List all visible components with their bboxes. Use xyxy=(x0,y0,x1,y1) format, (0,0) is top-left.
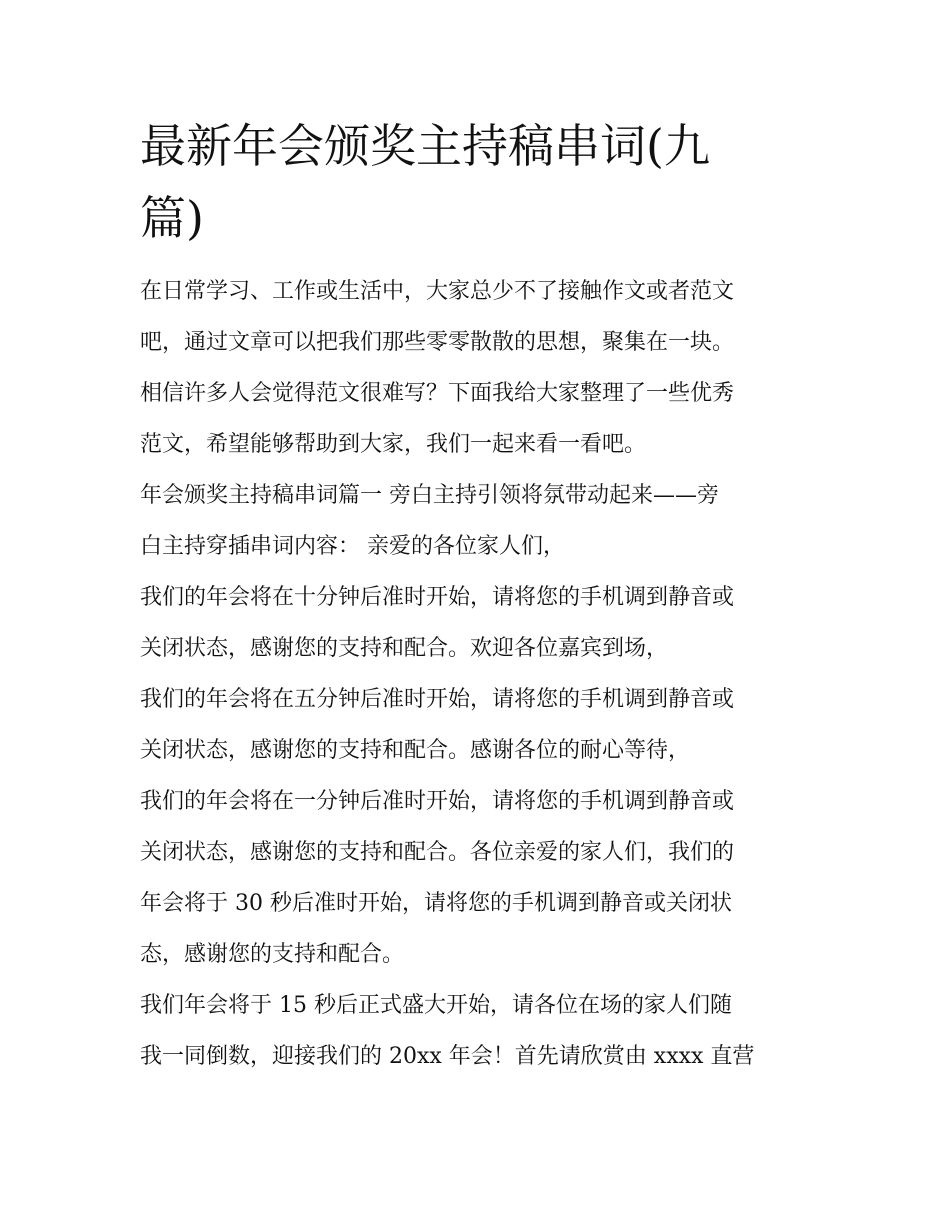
text-line: 关闭状态，感谢您的支持和配合。欢迎各位嘉宾到场， xyxy=(140,636,669,661)
text-line: 我们年会将于 15 秒后正式盛大开始，请各位在场的家人们随 xyxy=(140,993,732,1018)
text-line: 在日常学习、工作或生活中，大家总少不了接触作文或者范文 xyxy=(140,279,735,304)
text-line: 关闭状态，感谢您的支持和配合。各位亲爱的家人们，我们的 xyxy=(140,840,735,865)
text-line: 我们的年会将在十分钟后准时开始，请将您的手机调到静音或 xyxy=(140,585,735,610)
title-line-1: 最新年会颁奖主持稿串词(九 xyxy=(140,119,710,173)
text-line: 态，感谢您的支持和配合。 xyxy=(140,942,405,967)
document-page xyxy=(140,110,820,1082)
text-line: 关闭状态，感谢您的支持和配合。感谢各位的耐心等待， xyxy=(140,738,691,763)
text-line: 年会将于 30 秒后准时开始，请将您的手机调到静音或关闭状 xyxy=(140,891,732,916)
text-line: 吧，通过文章可以把我们那些零零散散的思想，聚集在一块。 xyxy=(140,330,735,355)
page-title xyxy=(140,110,820,254)
text-line: 年会颁奖主持稿串词篇一 旁白主持引领将氛带动起来——旁 xyxy=(140,483,719,508)
text-line: 白主持穿插串词内容： 亲爱的各位家人们， xyxy=(140,534,565,559)
text-line: 范文，希望能够帮助到大家，我们一起来看一看吧。 xyxy=(140,432,647,457)
body-text xyxy=(140,266,820,1082)
text-line: 我们的年会将在五分钟后准时开始，请将您的手机调到静音或 xyxy=(140,687,735,712)
text-line: 我一同倒数，迎接我们的 20xx 年会！首先请欣赏由 xxxx 直营 xyxy=(140,1044,755,1069)
text-line: 相信许多人会觉得范文很难写？下面我给大家整理了一些优秀 xyxy=(140,381,735,406)
title-line-2: 篇) xyxy=(140,191,204,245)
text-line: 我们的年会将在一分钟后准时开始，请将您的手机调到静音或 xyxy=(140,789,735,814)
